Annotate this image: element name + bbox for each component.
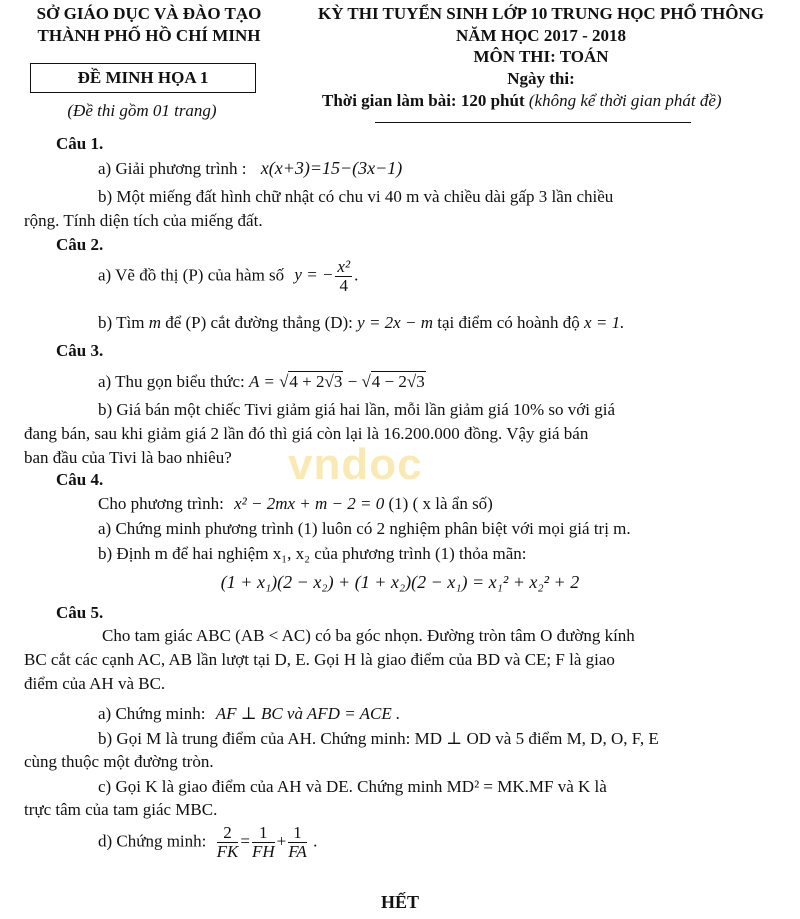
q2-title: Câu 2. <box>56 235 104 254</box>
q5-c-line1: c) Gọi K là giao điểm của AH và DE. Chứng minh MD² = MK.MF và K là <box>98 777 607 796</box>
q4-equation-note: (1) ( x là ẩn số) <box>388 494 493 513</box>
q1-part-a <box>98 158 402 179</box>
q5-d-num1: 2 <box>217 824 239 843</box>
q5-d-den2: FH <box>251 841 275 861</box>
q2-part-b <box>98 313 624 333</box>
q3-b-line1: b) Giá bán một chiếc Tivi giảm giá hai lần, mỗi lần giảm giá 10% so với giá <box>98 400 616 419</box>
q2-a-lhs: y = − <box>294 265 334 285</box>
q3-a-minus: − <box>347 372 358 391</box>
time-label: Thời gian làm bài: 120 phút <box>322 91 525 110</box>
q5-part-a <box>98 704 400 724</box>
q5-d-den1: FK <box>216 841 239 861</box>
q5-d-fraction1 <box>217 824 239 861</box>
q2-a-text: a) Vẽ đồ thị (P) của hàm số <box>98 265 285 285</box>
q2-a-numerator: x² <box>337 257 351 276</box>
exam-type-box: ĐỀ MINH HỌA 1 <box>30 63 256 93</box>
q2-part-a: a) Vẽ đồ thị (P) của hàm số y = − $\frac{\text{x²}}{4}$ . <box>98 257 359 295</box>
q2-b-text3: tại điểm có hoành độ <box>437 313 580 332</box>
time-note: (không kể thời gian phát đề) <box>528 91 722 110</box>
q5-intro-line2: BC cắt các cạnh AC, AB lần lượt tại D, E. Gọi H là giao điểm của BD và CE; F là giao <box>24 650 615 669</box>
vndoc-watermark: vndoc <box>288 440 423 489</box>
q4-b-equation: (1 + x₁)(2 − x₂) + (1 + x₂)(2 − x₁) = x₁² + x₂² + 2 <box>220 572 580 592</box>
q5-a-equation: AF ⊥ BC và AFD = ACE . <box>215 704 401 723</box>
q5-d-den3: FA <box>288 841 307 861</box>
q1-a-equation: x(x+3)=15−(3x−1) <box>260 158 403 178</box>
q5-c-line2: trực tâm của tam giác MBC. <box>24 800 218 819</box>
q5-intro-line1: Cho tam giác ABC (AB < AC) có ba góc nhọn. Đường tròn tâm O đường kính <box>102 626 635 645</box>
q5-b-line1: b) Gọi M là trung điểm của AH. Chứng minh: MD ⊥ OD và 5 điểm M, D, O, F, E <box>98 729 659 748</box>
q5-intro-line3: điểm của AH và BC. <box>24 674 166 693</box>
q4-equation: x² − 2mx + m − 2 = 0 <box>234 494 385 513</box>
q3-a-radicand1: 4 + 2√3 <box>289 372 343 391</box>
school-year: NĂM HỌC 2017 - 2018 <box>456 26 626 45</box>
q2-b-x: x = 1. <box>584 313 625 332</box>
q5-a-text: a) Chứng minh: <box>98 704 206 723</box>
q3-a-text: a) Thu gọn biểu thức: <box>98 372 245 391</box>
header-underline <box>375 122 691 123</box>
q3-b-line3: ban đầu của Tivi là bao nhiêu? <box>24 448 232 467</box>
q2-b-text2: để (P) cắt đường thẳng (D): <box>165 313 353 332</box>
q1-b-line2: rộng. Tính diện tích của miếng đất. <box>24 211 263 230</box>
header-left-line2: THÀNH PHỐ HỒ CHÍ MINH <box>37 26 261 45</box>
page-count-note: (Đề thi gồm 01 trang) <box>67 101 217 120</box>
q1-title: Câu 1. <box>56 134 104 153</box>
q4-title: Câu 4. <box>56 470 104 489</box>
q5-d-num2: 1 <box>252 824 275 843</box>
q2-b-text1: b) Tìm <box>98 313 145 332</box>
q1-a-text: a) Giải phương trình : <box>98 159 247 178</box>
q4-intro-text: Cho phương trình: <box>98 494 224 513</box>
exam-date: Ngày thi: <box>507 69 575 88</box>
q5-part-d: d) Chứng minh: $\frac{2}{FK}$ = $\frac{1}{FH}$ + $\frac{1}{FA}$ . <box>98 823 318 861</box>
q3-part-a: a) Thu gọn biểu thức: A = √4 + 2√3 − √4 − 2√3 <box>98 372 425 391</box>
q5-title: Câu 5. <box>56 603 104 622</box>
end-mark: HẾT <box>380 892 419 912</box>
q1-b-line1: b) Một miếng đất hình chữ nhật có chu vi 40 m và chiều dài gấp 3 lần chiều <box>98 187 614 206</box>
q2-a-denominator: 4 <box>339 275 348 295</box>
q5-b-line2: cùng thuộc một đường tròn. <box>24 752 214 771</box>
q3-b-line2: đang bán, sau khi giảm giá 2 lần đó thì giá còn lại là 16.200.000 đồng. Vậy giá bán <box>24 424 589 443</box>
q3-a-lhs: A = <box>249 372 275 391</box>
q5-d-num3: 1 <box>288 824 307 843</box>
q5-d-fraction3 <box>288 824 307 861</box>
q5-d-text: d) Chứng minh: <box>98 831 207 851</box>
time-line <box>322 91 722 111</box>
q4-part-a: a) Chứng minh phương trình (1) luôn có 2 nghiệm phân biệt với mọi giá trị m. <box>98 519 631 538</box>
subject: MÔN THI: TOÁN <box>473 47 609 66</box>
q4-part-b: b) Định m để hai nghiệm x₁, x₂ của phương trình (1) thỏa mãn: <box>98 544 527 563</box>
q5-d-fraction2 <box>252 824 275 861</box>
q2-a-fraction <box>335 258 352 295</box>
q2-b-equation: y = 2x − m <box>357 313 433 332</box>
exam-title: KỲ THI TUYỂN SINH LỚP 10 TRUNG HỌC PHỔ THÔNG <box>317 4 765 23</box>
q4-intro <box>98 494 493 514</box>
q2-b-m: m <box>148 313 161 332</box>
header-left-line1: SỞ GIÁO DỤC VÀ ĐÀO TẠO <box>36 4 262 23</box>
q3-title: Câu 3. <box>56 341 104 360</box>
q3-a-radicand2: 4 − 2√3 <box>371 372 425 391</box>
